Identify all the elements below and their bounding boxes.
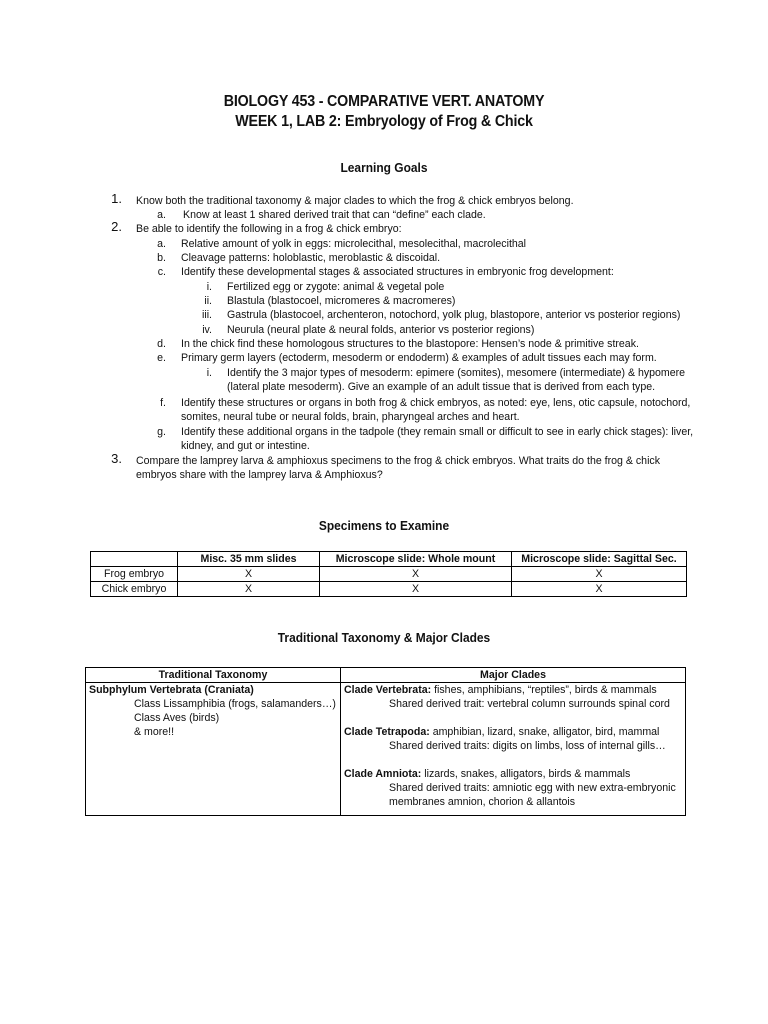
table-cell: X bbox=[178, 582, 320, 597]
list-marker: iv. bbox=[202, 324, 212, 336]
spacer bbox=[344, 711, 682, 725]
list-item: Identify these additional organs in the tadpole (they remain small or difficult to see in early chick stages): liver, bbox=[181, 426, 694, 438]
clade-name: Clade Vertebrata: bbox=[344, 684, 432, 696]
list-marker: e. bbox=[157, 352, 166, 364]
table-row bbox=[91, 582, 687, 597]
clade-trait: membranes amnion, chorion & allantois bbox=[389, 796, 576, 808]
list-marker: a. bbox=[157, 238, 166, 250]
list-item: Blastula (blastocoel, micromeres & macromeres) bbox=[227, 295, 456, 307]
table-header-cell: Traditional Taxonomy bbox=[86, 668, 341, 683]
clade-trait: Shared derived traits: digits on limbs, loss of internal gills… bbox=[389, 740, 666, 752]
list-marker: a. bbox=[157, 209, 166, 221]
page-title: BIOLOGY 453 - COMPARATIVE VERT. ANATOMY bbox=[223, 93, 545, 110]
table-header-cell: Misc. 35 mm slides bbox=[178, 552, 320, 567]
list-item: Identify these structures or organs in both frog & chick embryos, as noted: eye, lens, otic capsule, notochord, bbox=[181, 397, 691, 409]
table-header-cell: Major Clades bbox=[341, 668, 686, 683]
clade-vertebrata bbox=[344, 683, 682, 697]
list-marker: g. bbox=[157, 426, 166, 438]
list-item: Cleavage patterns: holoblastic, meroblastic & discoidal. bbox=[181, 252, 441, 264]
major-clades-cell bbox=[341, 683, 686, 816]
list-item: Compare the lamprey larva & amphioxus specimens to the frog & chick embryos. What traits do the frog & chick bbox=[136, 455, 661, 467]
list-marker: iii. bbox=[201, 309, 212, 321]
taxonomy-table bbox=[85, 667, 686, 816]
table-header-cell: Microscope slide: Sagittal Sec. bbox=[512, 552, 687, 567]
more-item: & more!! bbox=[134, 726, 175, 738]
list-item-continuation: kidney, and gut or intestine. bbox=[181, 440, 310, 452]
list-item-continuation: somites, neural tube or neural folds, brain, pharyngeal arches and heart. bbox=[181, 411, 520, 423]
list-marker: i. bbox=[206, 281, 212, 293]
list-marker: d. bbox=[157, 338, 166, 350]
clade-name: Clade Tetrapoda: bbox=[344, 726, 430, 738]
table-row bbox=[91, 567, 687, 582]
list-item-continuation: embryos share with the lamprey larva & Amphioxus? bbox=[136, 469, 383, 481]
list-marker: b. bbox=[157, 252, 166, 264]
page-subtitle: WEEK 1, LAB 2: Embryology of Frog & Chick bbox=[235, 113, 533, 130]
clade-members: fishes, amphibians, “reptiles”, birds & mammals bbox=[431, 684, 657, 696]
clade-trait: Shared derived trait: vertebral column surrounds spinal cord bbox=[389, 698, 670, 710]
class-item: Class Aves (birds) bbox=[134, 712, 220, 724]
specimens-table bbox=[90, 551, 687, 597]
table-cell: X bbox=[512, 582, 687, 597]
clade-tetrapoda bbox=[344, 725, 682, 739]
table-header-row bbox=[91, 552, 687, 567]
table-header-cell bbox=[91, 552, 178, 567]
row-label: Frog embryo bbox=[91, 567, 178, 582]
row-label: Chick embryo bbox=[91, 582, 178, 597]
table-cell: X bbox=[512, 567, 687, 582]
clade-trait: Shared derived traits: amniotic egg with new extra-embryonic bbox=[389, 782, 676, 794]
clade-members: amphibian, lizard, snake, alligator, bird, mammal bbox=[429, 726, 660, 738]
table-cell: X bbox=[320, 567, 512, 582]
list-item: Know at least 1 shared derived trait that can “define” each clade. bbox=[183, 209, 486, 221]
learning-goals-heading: Learning Goals bbox=[340, 160, 428, 175]
list-item: Identify these developmental stages & associated structures in embryonic frog development: bbox=[181, 266, 614, 278]
list-marker: 1. bbox=[111, 191, 122, 206]
subphylum-label: Subphylum Vertebrata (Craniata) bbox=[89, 684, 254, 696]
table-header-row bbox=[86, 668, 686, 683]
list-item: Know both the traditional taxonomy & major clades to which the frog & chick embryos belong. bbox=[136, 195, 574, 207]
list-item: Identify the 3 major types of mesoderm: epimere (somites), mesomere (intermediate) & hypomere bbox=[227, 367, 686, 379]
list-item: Neurula (neural plate & neural folds, anterior vs posterior regions) bbox=[227, 324, 535, 336]
table-cell: X bbox=[178, 567, 320, 582]
spacer bbox=[344, 753, 682, 767]
list-marker: 3. bbox=[111, 451, 122, 466]
table-row bbox=[86, 683, 686, 816]
list-item: Be able to identify the following in a frog & chick embryo: bbox=[136, 223, 402, 235]
taxonomy-heading: Traditional Taxonomy & Major Clades bbox=[277, 630, 491, 645]
list-marker: ii. bbox=[204, 295, 212, 307]
list-item: In the chick find these homologous structures to the blastopore: Hensen’s node & primitive streak. bbox=[181, 338, 639, 350]
list-marker: 2. bbox=[111, 219, 122, 234]
clade-members: lizards, snakes, alligators, birds & mammals bbox=[421, 768, 631, 780]
list-marker: c. bbox=[157, 266, 166, 278]
traditional-taxonomy-cell bbox=[86, 683, 341, 816]
clade-amniota bbox=[344, 767, 682, 781]
clade-name: Clade Amniota: bbox=[344, 768, 422, 780]
table-cell: X bbox=[320, 582, 512, 597]
list-item: Gastrula (blastocoel, archenteron, notochord, yolk plug, blastopore, anterior vs posterior regions) bbox=[227, 309, 681, 321]
list-marker: f. bbox=[160, 397, 166, 409]
list-item: Fertilized egg or zygote: animal & vegetal pole bbox=[227, 281, 445, 293]
list-item-continuation: (lateral plate mesoderm). Give an example of an adult tissue that is derived from each type. bbox=[227, 381, 656, 393]
specimens-heading: Specimens to Examine bbox=[318, 518, 450, 533]
list-marker: i. bbox=[206, 367, 212, 379]
class-item: Class Lissamphibia (frogs, salamanders…) bbox=[134, 698, 336, 710]
list-item: Primary germ layers (ectoderm, mesoderm or endoderm) & examples of adult tissues each may form. bbox=[181, 352, 657, 364]
list-item: Relative amount of yolk in eggs: microlecithal, mesolecithal, macrolecithal bbox=[181, 238, 527, 250]
table-header-cell: Microscope slide: Whole mount bbox=[320, 552, 512, 567]
